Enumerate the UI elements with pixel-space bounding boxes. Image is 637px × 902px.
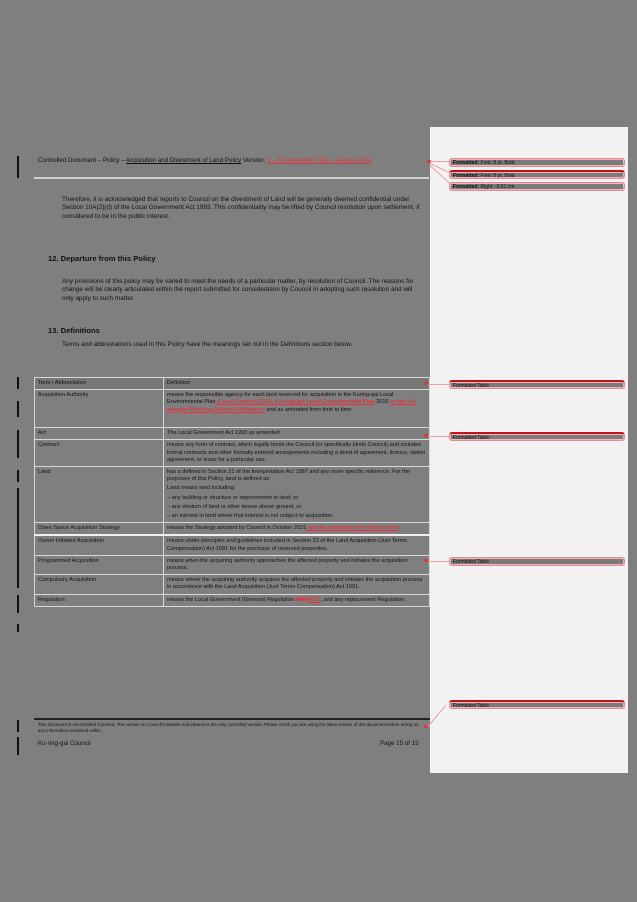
definition-text: 2015 [374, 399, 391, 406]
header-prefix: Controlled Document – Policy – [38, 157, 127, 164]
term-cell: Contract [35, 440, 164, 467]
section-12-text: Any provisions of this policy may be varied to meet the needs of a particular matter, by resolution of Council. The reasons for change will be clearly articulated within the report submitted for consideration by Council in adopting such resolution and will only apply to such matter. [62, 278, 414, 302]
section-12-heading: 12. Departure from this Policy [48, 254, 156, 263]
inserted-text: 2021 [307, 596, 321, 603]
formatted-table-balloon[interactable] [449, 700, 625, 709]
change-bar [17, 595, 19, 613]
definition-cell [164, 575, 430, 594]
definition-cell [164, 523, 430, 536]
footer-disclaimer: This document is uncontrolled if printed. The version on Council's website and intranet is the only controlled version. Please check you are using the latest version of this document before acting on any information contained within. [38, 722, 419, 733]
definition-bullet: – any stratum of land or other tenure above ground; or [167, 503, 302, 510]
balloon-leader-line [428, 436, 449, 437]
table-row [35, 594, 430, 606]
balloon-label: Formatted Table [453, 383, 490, 389]
footer-rule [34, 718, 430, 720]
definition-text: means when the acquiring authority approaches the affected property and initiates the acquisition process. [167, 557, 408, 572]
table-row [35, 555, 430, 574]
balloon-detail: Font: 8 pt, Bold [479, 160, 515, 166]
term-cell: Compulsory Acquisition [35, 575, 164, 594]
definition-text: means the Strategy adopted by Council in October 2021 [167, 525, 307, 532]
change-bar [17, 377, 19, 389]
table-header-row [35, 378, 430, 390]
definition-cell [164, 535, 430, 555]
section-13-text: Terms and abbreviations used in this Policy have the meanings set out in the Definitions section below. [62, 341, 353, 348]
table-row [35, 467, 430, 523]
definition-cell [164, 440, 430, 467]
definition-text: . [398, 525, 401, 532]
change-bar [17, 573, 19, 587]
balloon-label: Formatted Table [453, 559, 490, 565]
term-cell: Land [35, 467, 164, 523]
table-row [35, 440, 430, 467]
definition-line: Land means land including: [167, 485, 236, 492]
table-row [35, 523, 430, 536]
definition-text: The Local Government Act 1993 as amended. [167, 430, 282, 437]
inserted-text: and as amended from time to time [306, 525, 399, 532]
change-bar [17, 401, 19, 417]
term-cell: Acquisition Authority [35, 390, 164, 428]
header-version-deleted: 1 – 30 November 2021 [267, 157, 331, 164]
change-bar [17, 470, 19, 482]
balloon-label: Formatted: [453, 160, 480, 166]
deleted-text: 2005 [295, 596, 308, 603]
table-row [35, 428, 430, 440]
section-13-heading: 13. Definitions [48, 326, 100, 335]
balloon-detail: Right: -0.01 cm [479, 184, 515, 190]
definition-text: means the responsible agency for each land reserved for acquisition in the Kuring-gai Local Environmental Plan [167, 392, 394, 406]
definition-bullet: – any building or structure or improvement to land; or [167, 494, 299, 501]
definition-text: means any form of contract, which legally binds the Council (or specifically binds Council) and includes formal contracts and other formally entered arrangements including a deed of agreement, licence, option agreement, or lease for a particular use. [167, 442, 426, 463]
formatted-table-balloon[interactable] [449, 557, 625, 566]
formatting-balloon[interactable] [449, 182, 625, 191]
term-cell: Open Space Acquisition Strategy [35, 523, 164, 536]
change-bar [17, 430, 19, 458]
definition-cell [164, 467, 430, 523]
balloon-label: Formatted: [453, 184, 480, 190]
footer-organisation: Ku-ring-gai Council [38, 740, 91, 747]
formatted-table-balloon[interactable] [449, 432, 625, 441]
balloon-leader-line [428, 384, 449, 385]
column-header-term: Term / Abbreviation [35, 378, 164, 390]
balloon-detail: Font: 8 pt, Bold [479, 173, 515, 179]
definition-cell [164, 390, 430, 428]
balloon-leader-line [430, 161, 450, 162]
term-cell: Owner Initiated Acquisition [35, 535, 164, 555]
footer-page-number: Page 15 of 15 [380, 740, 419, 747]
definition-cell [164, 594, 430, 606]
definition-bullet: – an interest in land where that interest is not subject to acquisition. [167, 513, 334, 520]
definition-cell [164, 428, 430, 440]
balloon-label: Formatted: [453, 173, 480, 179]
definitions-table [34, 377, 430, 607]
inserted-text: (Local Centres) 2012, Ku-ring-gai Local Environmental Plan [217, 399, 375, 406]
header-version-label: Version: [241, 157, 268, 164]
header-policy-title: Acquisition and Divestment of Land Policy [126, 157, 242, 164]
formatting-balloon[interactable] [449, 158, 625, 167]
change-bar [17, 737, 19, 755]
change-bar [17, 624, 19, 632]
table-row [35, 575, 430, 594]
inserted-text: or the Ku-ring-gai Planning Scheme Ordinance [167, 399, 417, 413]
change-bar [17, 720, 19, 732]
definition-text: and as amended from time to time. [264, 406, 353, 413]
table-row [35, 535, 430, 555]
column-header-definition: Definition [164, 378, 430, 390]
definition-text: means the Local Government (General) Regulation [167, 596, 296, 603]
definition-text: , and any replacement Regulation. [320, 596, 406, 603]
balloon-label: Formatted Table [453, 703, 490, 709]
definition-text: has a defined in Section 21 of the Interpretation Act 1987 and any more specific reference. For the purposes of this Policy, land is defined as: [167, 469, 410, 483]
definition-text: means where the acquiring authority acquires the affected property and initiates the acquisition process in accordance with the Land Acquisition (Just Terms Compensation) Act 1991. [167, 577, 423, 591]
formatting-balloon[interactable] [449, 170, 625, 179]
formatted-table-balloon[interactable] [449, 380, 625, 389]
header-version-inserted: – August 2022 [330, 157, 372, 164]
definition-text: means under principles and guidelines included in Section 23 of the Land Acquisition (Just Terms Compensation) Act 1991 for the purchase of reserved properties. [167, 538, 407, 552]
term-cell: Act [35, 428, 164, 440]
balloon-label: Formatted Table [453, 435, 490, 441]
definition-cell [164, 555, 430, 574]
change-bar [17, 156, 19, 178]
markup-pane [430, 127, 628, 773]
table-row [35, 390, 430, 428]
balloon-leader-line [428, 561, 449, 562]
page-header [38, 157, 430, 165]
header-rule [34, 177, 429, 179]
term-cell: Programmed Acquisition [35, 555, 164, 574]
intro-paragraph: Therefore, it is acknowledged that reports to Council on the divestment of Land will be generally deemed confidential under Section 10A(2)(d) of the Local Government Act 1993. This confidentiality may be lifted by Council resolution upon settlement, if considered to be in the public interest. [62, 196, 420, 220]
term-cell: Regulation [35, 594, 164, 606]
